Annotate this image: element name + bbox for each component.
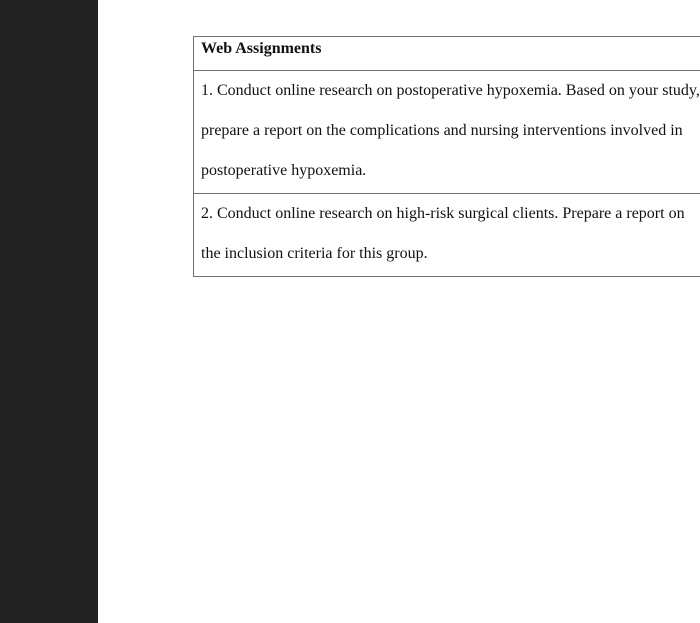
assignment-item-1: 1. Conduct online research on postoperative hypoxemia. Based on your study, prepare a report on the complications and nursing interventions involved in postoperative hypoxemia. (194, 71, 700, 194)
dark-side-panel (0, 0, 98, 623)
web-assignments-table (193, 36, 700, 277)
table-header-row (194, 37, 700, 71)
table-row (194, 194, 700, 277)
assignment-item-2: 2. Conduct online research on high-risk surgical clients. Prepare a report on the inclusion criteria for this group. (194, 194, 700, 277)
document-page (98, 0, 700, 623)
table-row (194, 71, 700, 194)
table-header-cell: Web Assignments (194, 37, 700, 71)
